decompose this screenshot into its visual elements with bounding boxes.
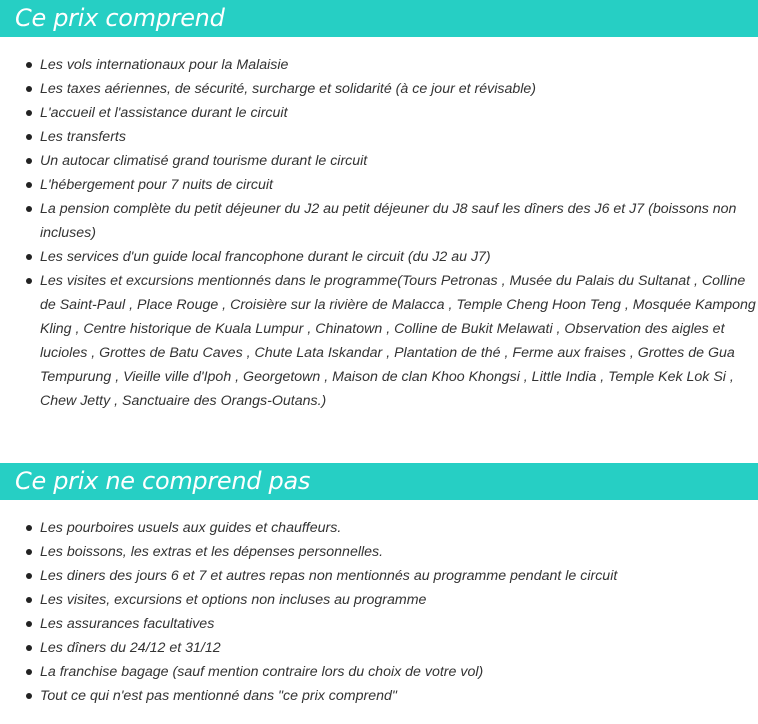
list-item: La franchise bagage (sauf mention contraire lors du choix de votre vol) [0, 660, 758, 684]
list-item: Les visites et excursions mentionnés dans le programme(Tours Petronas , Musée du Palais du Sultanat , Colline de Saint-Paul , Place Rouge , Croisière sur la rivière de Malacca , Temple Cheng Hoon Teng , Mosquée Kampong Kling , Centre historique de Kuala Lumpur , Chinatown , Colline de Bukit Melawati , Observation des aigles et lucioles , Grottes de Batu Caves , Chute Lata Iskandar , Plantation de thé , Ferme aux fraises , Grottes de Gua Tempurung , Vieille ville d'Ipoh , Georgetown , Maison de clan Khoo Khongsi , Little India , Temple Kek Lok Si , Chew Jetty , Sanctuaire des Orangs-Outans.) [0, 269, 758, 413]
list-item: Les assurances facultatives [0, 612, 758, 636]
list-item: Les transferts [0, 125, 758, 149]
list-item: Les boissons, les extras et les dépenses personnelles. [0, 540, 758, 564]
list-item: Tout ce qui n'est pas mentionné dans "ce prix comprend" [0, 684, 758, 708]
list-item: Les dîners du 24/12 et 31/12 [0, 636, 758, 660]
included-section-title: Ce prix comprend [0, 0, 758, 37]
list-item: Un autocar climatisé grand tourisme durant le circuit [0, 149, 758, 173]
list-item: Les vols internationaux pour la Malaisie [0, 53, 758, 77]
list-item: Les services d'un guide local francophone durant le circuit (du J2 au J7) [0, 245, 758, 269]
list-item: Les pourboires usuels aux guides et chauffeurs. [0, 516, 758, 540]
list-item: Les visites, excursions et options non incluses au programme [0, 588, 758, 612]
list-item: Les diners des jours 6 et 7 et autres repas non mentionnés au programme pendant le circuit [0, 564, 758, 588]
included-list [0, 53, 758, 413]
list-item: L'accueil et l'assistance durant le circuit [0, 101, 758, 125]
list-item: Les taxes aériennes, de sécurité, surcharge et solidarité (à ce jour et révisable) [0, 77, 758, 101]
list-item: L'hébergement pour 7 nuits de circuit [0, 173, 758, 197]
list-item: La pension complète du petit déjeuner du J2 au petit déjeuner du J8 sauf les dîners des J6 et J7 (boissons non incluses) [0, 197, 758, 245]
excluded-section-title: Ce prix ne comprend pas [0, 463, 758, 500]
excluded-list [0, 516, 758, 708]
